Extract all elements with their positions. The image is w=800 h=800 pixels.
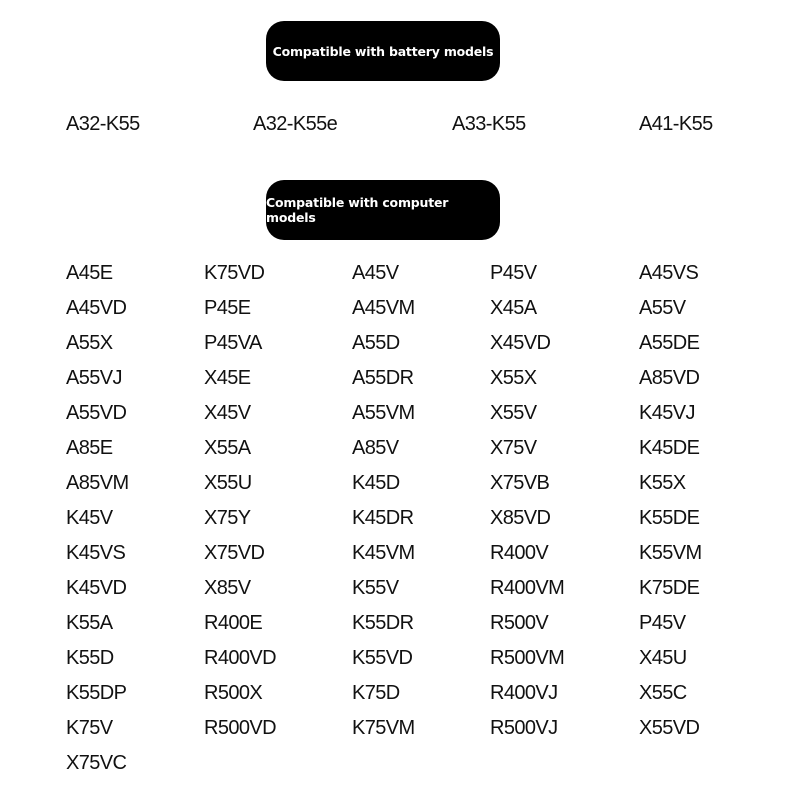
computer-model: A55VJ xyxy=(66,367,122,389)
computer-model: A45VD xyxy=(66,297,127,319)
computer-model: A55X xyxy=(66,332,113,354)
computer-model: X55VD xyxy=(639,717,700,739)
computer-model: R400E xyxy=(204,612,263,634)
computer-model: X85V xyxy=(204,577,251,599)
computer-model: X45E xyxy=(204,367,251,389)
computer-model: K45DE xyxy=(639,437,700,459)
computer-model: R500VJ xyxy=(490,717,558,739)
computer-model: K75V xyxy=(66,717,113,739)
computer-model: P45E xyxy=(204,297,251,319)
computer-model: K55VM xyxy=(639,542,702,564)
computer-model: A55DE xyxy=(639,332,700,354)
computer-model: R400VM xyxy=(490,577,565,599)
computer-model: A55VM xyxy=(352,402,415,424)
computer-model: A85VM xyxy=(66,472,129,494)
computer-model: X55X xyxy=(490,367,537,389)
computer-model: R500V xyxy=(490,612,549,634)
battery-model: A33-K55 xyxy=(452,113,526,135)
computer-model: K75DE xyxy=(639,577,700,599)
computer-model: A55DR xyxy=(352,367,414,389)
computer-model: A45E xyxy=(66,262,113,284)
computer-model: K75D xyxy=(352,682,400,704)
computer-model: A55D xyxy=(352,332,400,354)
computer-model: X75V xyxy=(490,437,537,459)
computer-model: X75Y xyxy=(204,507,251,529)
computer-model: X45U xyxy=(639,647,687,669)
computer-model: A55V xyxy=(639,297,686,319)
computer-model: A85E xyxy=(66,437,113,459)
computer-model: A55VD xyxy=(66,402,127,424)
computer-model: K45DR xyxy=(352,507,414,529)
computer-model: X55V xyxy=(490,402,537,424)
computer-model: K55DR xyxy=(352,612,414,634)
computer-model: X45A xyxy=(490,297,537,319)
computer-model: A45V xyxy=(352,262,399,284)
computer-model: R500VM xyxy=(490,647,565,669)
computer-model: K55D xyxy=(66,647,114,669)
computer-model: K55X xyxy=(639,472,686,494)
computer-model: A45VS xyxy=(639,262,699,284)
battery-model: A41-K55 xyxy=(639,113,713,135)
computer-models-heading: Compatible with computer models xyxy=(266,180,500,240)
computer-model: R400VJ xyxy=(490,682,558,704)
computer-model: K45VS xyxy=(66,542,126,564)
computer-model: X75VC xyxy=(66,752,127,774)
computer-model: K55VD xyxy=(352,647,413,669)
computer-model: K55DP xyxy=(66,682,127,704)
computer-model: X55C xyxy=(639,682,687,704)
computer-model: R400V xyxy=(490,542,549,564)
computer-model: P45VA xyxy=(204,332,262,354)
computer-model: X45VD xyxy=(490,332,551,354)
computer-model: R500VD xyxy=(204,717,276,739)
computer-model: K75VM xyxy=(352,717,415,739)
computer-model: A85V xyxy=(352,437,399,459)
battery-model: A32-K55 xyxy=(66,113,140,135)
battery-model: A32-K55e xyxy=(253,113,338,135)
computer-model: X75VD xyxy=(204,542,265,564)
computer-model: K55V xyxy=(352,577,399,599)
computer-model: A85VD xyxy=(639,367,700,389)
computer-model: X55A xyxy=(204,437,251,459)
computer-model: K55A xyxy=(66,612,113,634)
computer-model: K55DE xyxy=(639,507,700,529)
computer-model: K75VD xyxy=(204,262,265,284)
computer-model: K45VJ xyxy=(639,402,695,424)
computer-model: X45V xyxy=(204,402,251,424)
computer-model: K45VM xyxy=(352,542,415,564)
battery-models-heading: Compatible with battery models xyxy=(266,21,500,81)
computer-model: K45D xyxy=(352,472,400,494)
computer-model: X85VD xyxy=(490,507,551,529)
computer-model: K45V xyxy=(66,507,113,529)
computer-model: A45VM xyxy=(352,297,415,319)
computer-model: P45V xyxy=(639,612,686,634)
computer-model: X55U xyxy=(204,472,252,494)
computer-model: R400VD xyxy=(204,647,276,669)
computer-model: P45V xyxy=(490,262,537,284)
computer-model: R500X xyxy=(204,682,263,704)
computer-model: X75VB xyxy=(490,472,550,494)
computer-model: K45VD xyxy=(66,577,127,599)
